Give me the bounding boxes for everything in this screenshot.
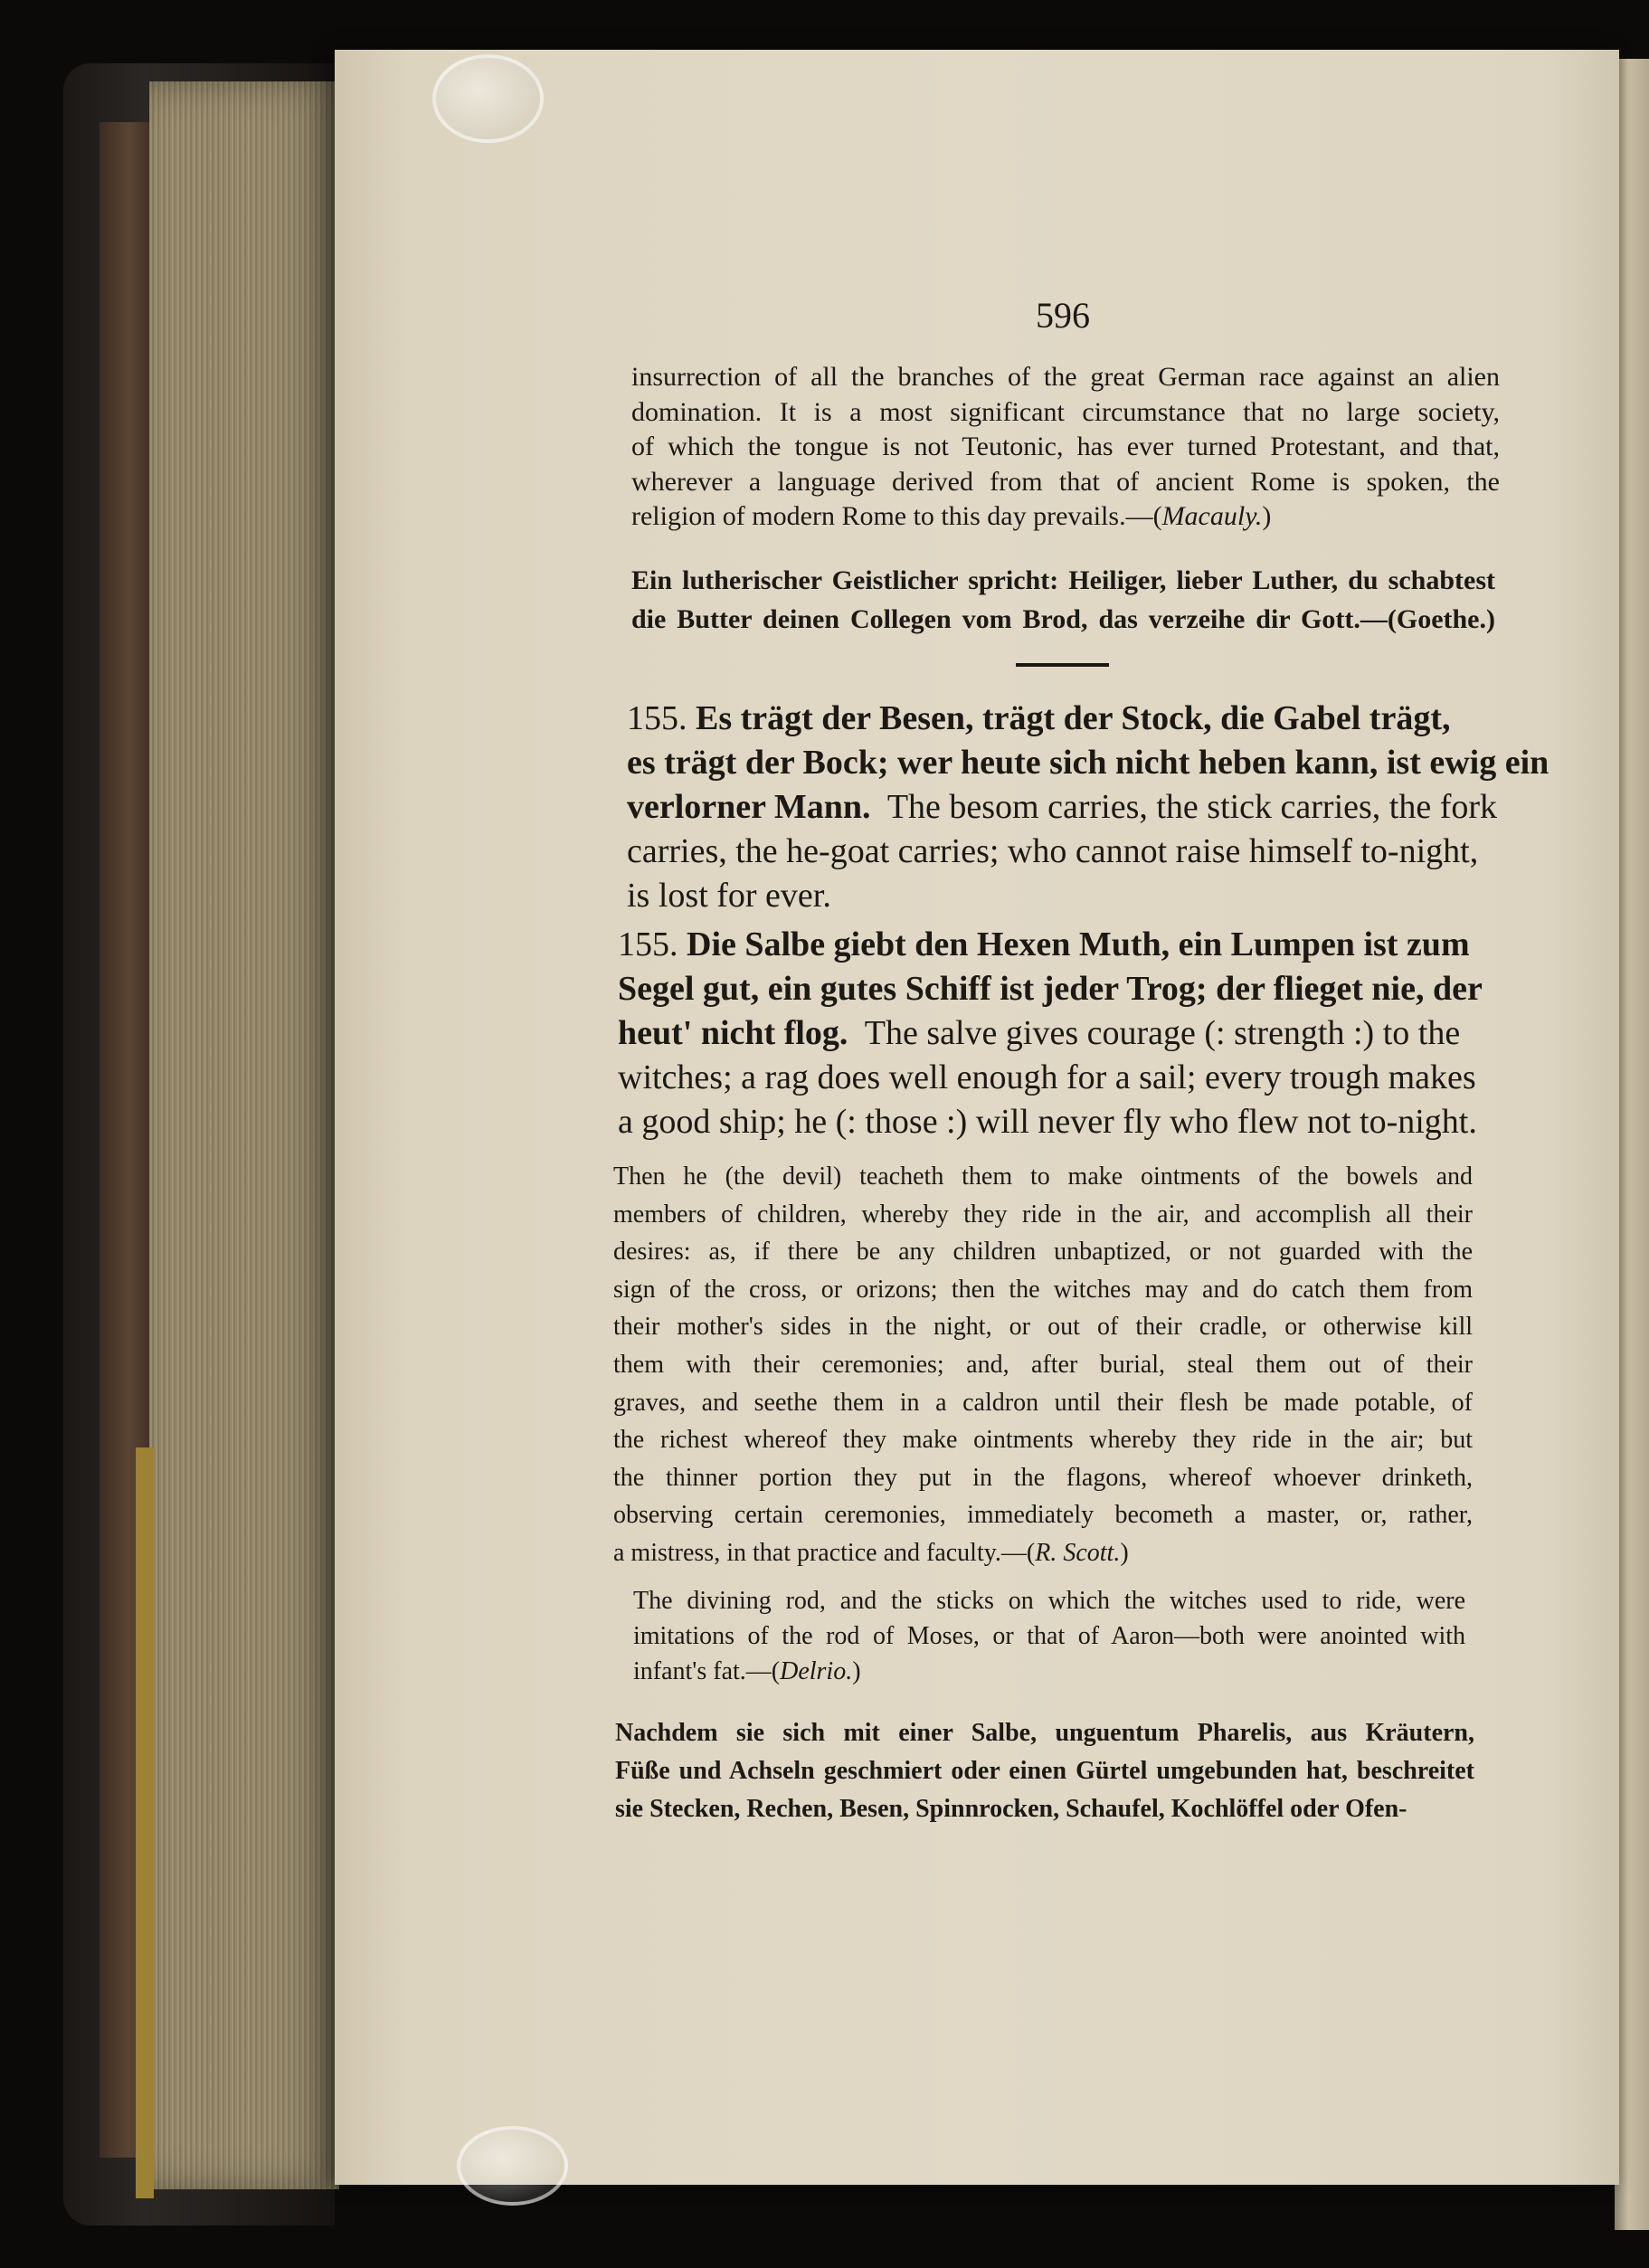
text-line: graves, and seethe them in a caldron until their flesh be made potable, of bbox=[613, 1388, 1473, 1417]
section-divider bbox=[1016, 663, 1109, 667]
verse-line bbox=[627, 785, 1498, 830]
verse-number: 155. bbox=[618, 925, 678, 963]
text-line: The divining rod, and the sticks on which the witches used to ride, were bbox=[633, 1587, 1465, 1615]
text-line: of which the tongue is not Teutonic, has ever turned Protestant, and that, bbox=[631, 432, 1500, 461]
english-translation: witches; a rag does well enough for a sail; every trough makes bbox=[618, 1058, 1476, 1096]
text-line: die Butter deinen Collegen vom Brod, das verzeihe dir Gott.—(Goethe.) bbox=[631, 604, 1495, 634]
page-edge-stain bbox=[136, 1447, 154, 2198]
paragraph-closing-german bbox=[615, 1714, 1474, 1828]
paragraph-scott bbox=[613, 1158, 1473, 1572]
page-number: 596 bbox=[1036, 295, 1090, 336]
german-text: heut' nicht flog. bbox=[618, 1014, 848, 1052]
citation-close: ) bbox=[852, 1657, 861, 1685]
verse-155-b bbox=[618, 923, 1483, 1144]
english-translation: carries, the he-goat carries; who cannot raise himself to-night, bbox=[627, 832, 1479, 870]
english-translation: The besom carries, the stick carries, the fork bbox=[886, 788, 1498, 826]
text-line-body: religion of modern Rome to this day prevails.—( bbox=[631, 501, 1162, 531]
german-text: Die Salbe giebt den Hexen Muth, ein Lumpen ist zum bbox=[687, 925, 1470, 963]
text-line bbox=[613, 1534, 1473, 1572]
page-edges bbox=[149, 81, 339, 2189]
text-line-body: a mistress, in that practice and faculty.—( bbox=[613, 1538, 1036, 1567]
verse-number: 155. bbox=[627, 699, 687, 737]
text-line: their mother's sides in the night, or out of their cradle, or otherwise kill bbox=[613, 1313, 1473, 1342]
verse-line bbox=[627, 697, 1482, 741]
page-clip-top bbox=[432, 54, 544, 143]
text-line: Ein lutherischer Geistlicher spricht: Heiliger, lieber Luther, du schabtest bbox=[631, 565, 1495, 595]
verse-line bbox=[618, 923, 1477, 967]
verse-line bbox=[618, 1011, 1477, 1056]
german-text: Es trägt der Besen, trägt der Stock, die Gabel trägt, bbox=[696, 699, 1451, 737]
source-citation: Delrio. bbox=[780, 1657, 853, 1685]
source-citation: R. Scott. bbox=[1035, 1538, 1121, 1567]
text-line: them with their ceremonies; and, after burial, steal them out of their bbox=[613, 1350, 1473, 1379]
text-line: wherever a language derived from that of ancient Rome is spoken, the bbox=[631, 466, 1500, 497]
text-line: Füße und Achseln geschmiert oder einen Gürtel umgebunden hat, beschreitet bbox=[615, 1757, 1474, 1785]
source-citation: Macauly. bbox=[1161, 501, 1263, 531]
text-line: members of children, whereby they ride in the air, and accomplish all their bbox=[613, 1200, 1473, 1229]
german-text: verlorner Mann. bbox=[627, 788, 871, 826]
page-clip-bottom bbox=[457, 2126, 568, 2206]
text-line: Nachdem sie sich mit einer Salbe, unguentum Pharelis, aus Kräutern, bbox=[615, 1719, 1474, 1747]
text-line bbox=[631, 499, 1500, 535]
german-text: Segel gut, ein gutes Schiff ist jeder Trog; der flieget nie, der bbox=[618, 970, 1483, 1008]
verse-155-a bbox=[627, 697, 1549, 918]
english-translation: The salve gives courage (: strength :) to the bbox=[864, 1014, 1461, 1052]
text-line: insurrection of all the branches of the great German race against an alien bbox=[631, 362, 1500, 392]
paragraph-macaulay bbox=[631, 360, 1500, 535]
paragraph-delrio bbox=[633, 1583, 1465, 1689]
citation-close: ) bbox=[1120, 1538, 1129, 1567]
facing-page-edge bbox=[1615, 59, 1649, 2230]
text-line: domination. It is a most significant circumstance that no large society, bbox=[631, 396, 1500, 427]
text-line: sie Stecken, Rechen, Besen, Spinnrocken, Schaufel, Kochlöffel oder Ofen- bbox=[615, 1795, 1407, 1823]
text-line: Then he (the devil) teacheth them to make ointments of the bowels and bbox=[613, 1162, 1473, 1191]
text-line: desires: as, if there be any children unbaptized, or not guarded with the bbox=[613, 1238, 1473, 1267]
text-line bbox=[633, 1654, 1465, 1689]
text-line: sign of the cross, or orizons; then the witches may and do catch them from bbox=[613, 1275, 1473, 1304]
citation-close: ) bbox=[1262, 501, 1272, 531]
english-translation: is lost for ever. bbox=[627, 877, 831, 915]
paragraph-goethe bbox=[631, 561, 1495, 639]
english-translation: a good ship; he (: those :) will never fly who flew not to-night. bbox=[618, 1103, 1477, 1141]
text-line: observing certain ceremonies, immediately becometh a master, or, rather, bbox=[613, 1501, 1473, 1530]
text-line: the thinner portion they put in the flagons, whereof whoever drinketh, bbox=[613, 1463, 1473, 1492]
german-text: es trägt der Bock; wer heute sich nicht heben kann, ist ewig ein bbox=[627, 744, 1549, 782]
text-line-body: infant's fat.—( bbox=[633, 1657, 781, 1685]
text-line: the richest whereof they make ointments whereby they ride in the air; but bbox=[613, 1426, 1473, 1455]
text-line: imitations of the rod of Moses, or that of Aaron—both were anointed with bbox=[633, 1622, 1465, 1650]
